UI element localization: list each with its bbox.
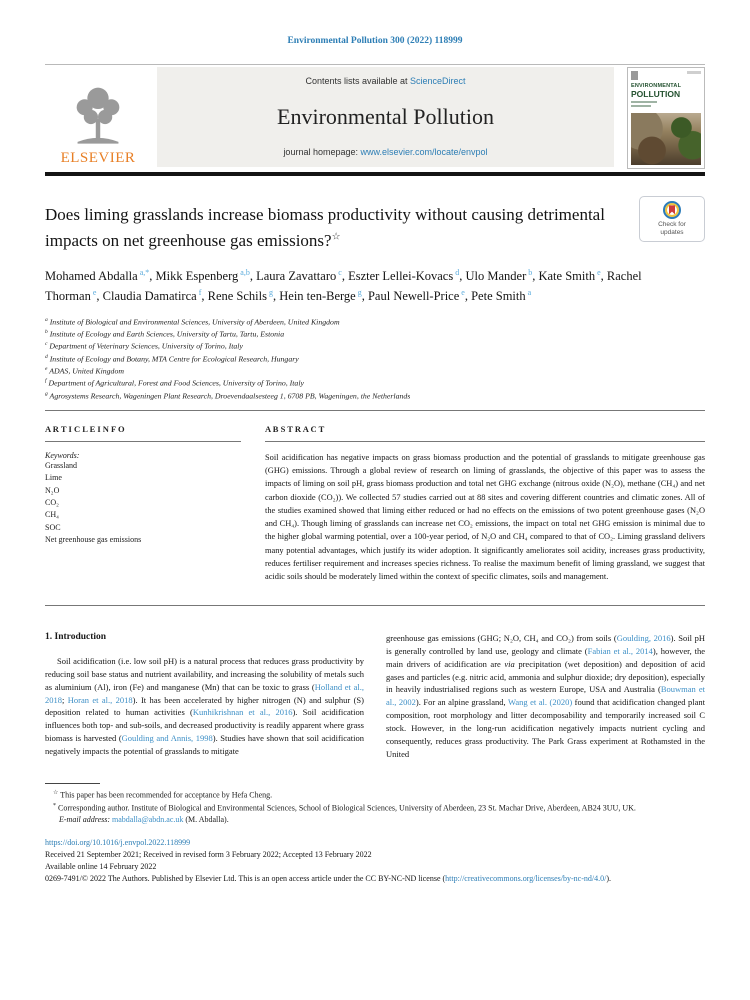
sciencedirect-link[interactable]: ScienceDirect: [410, 76, 466, 86]
text-segment: ). Studies have shown that soil acidification negatively impacts the potential of grasslands to mitigate: [45, 733, 364, 757]
email-link[interactable]: mabdalla@abdn.ac.uk: [112, 815, 184, 825]
received-dates: Received 21 September 2021; Received in revised form 3 February 2022; Accepted 13 February 2022: [45, 850, 372, 860]
author-name: Ulo Mander $^b$: [465, 268, 533, 284]
article-info-heading: A R T I C L E I N F O: [45, 424, 241, 442]
copyright-text: 0269-7491/© 2022 The Authors. Published by Elsevier Ltd. This is an open access article under the CC BY-NC-ND license (: [45, 874, 446, 884]
title-footnote-mark[interactable]: ☆: [331, 230, 341, 242]
article-footer: [45, 837, 705, 885]
footnote-corresponding-author: [45, 802, 705, 815]
keyword-item: Net greenhouse gas emissions: [45, 535, 142, 545]
doi-link[interactable]: https://doi.org/10.1016/j.envpol.2022.118999: [45, 838, 191, 848]
footnote-star-mark: ☆: [53, 789, 59, 796]
email-label: E-mail address:: [59, 815, 111, 825]
text-segment: ). Soil pH is generally controlled by land use, geology and climate (: [386, 632, 705, 656]
bookmark-icon: [669, 205, 675, 214]
citation-link[interactable]: Horan et al., 2018: [67, 694, 133, 705]
article-info-panel: [45, 424, 241, 589]
masthead-divider: [45, 172, 705, 176]
cover-editor-lines: [631, 101, 701, 108]
abstract-heading: A B S T R A C T: [265, 424, 705, 442]
author-affiliation-sup: b: [526, 268, 533, 277]
cover-mini-logo: [631, 71, 638, 80]
elsevier-wordmark: ELSEVIER: [60, 150, 136, 166]
copyright-line: [45, 873, 705, 885]
cover-title: [631, 84, 701, 99]
affiliation-line: $^b$ Institute of Ecology and Earth Sciences, University of Tartu, Tartu, Estonia: [45, 329, 285, 339]
author-affiliation-sup: c: [336, 268, 342, 277]
affiliation-line: $^g$ Agrosystems Research, Wageningen Plant Research, Droevendaalsesteeg 1, 6708 PB, Wageningen, the Netherlands: [45, 390, 411, 401]
intro-left-column: [45, 632, 364, 761]
author-name: Hein ten-Berge $^g$: [279, 287, 362, 304]
author-name: Laura Zavattaro $^c$: [256, 268, 342, 284]
citation-link[interactable]: Goulding and Annis, 1998: [121, 733, 213, 744]
text-segment: ), however, the main drivers of acidification are: [386, 645, 706, 669]
affiliation-line: $^d$ Institute of Ecology and Botany, MTA Centre for Ecological Research, Hungary: [45, 353, 299, 364]
journal-title: Environmental Pollution: [277, 103, 494, 129]
intro-right-column: [386, 632, 705, 761]
author-affiliation-sup: e: [595, 268, 601, 277]
check-updates-icon: [663, 201, 681, 219]
italic-text: via: [504, 658, 515, 669]
text-segment: precipitation (wet deposition) and deposition of acid gases and particles (e.g. nitric acid, ammonia and sulphur dioxide; dry deposition), especially in heavily industrialised regions such as western Europe, USA and Australia (: [386, 658, 705, 695]
keyword-item: SOC: [45, 522, 61, 532]
author-name: Eszter Lellei-Kovacs $^d$: [348, 268, 460, 284]
journal-cover-thumbnail: [627, 67, 705, 169]
email-suffix: (M. Abdalla).: [183, 815, 229, 825]
author-name: Pete Smith $^a$: [471, 287, 532, 304]
text-segment: ). Soil acidification influences both top- and sub-soils, and decreased productivity is readily apparent where grass biomass is harvested (: [45, 707, 365, 744]
affiliations: [45, 316, 705, 402]
cover-top-row: [631, 71, 701, 80]
citation-link[interactable]: Fabian et al., 2014: [587, 645, 653, 656]
check-for-updates-badge[interactable]: [639, 196, 705, 242]
elsevier-tree-icon: [65, 85, 131, 149]
cover-title-line2: POLLUTION: [631, 88, 681, 99]
contents-prefix: Contents lists available at: [305, 76, 411, 86]
text-segment: ). For an alpine grassland,: [415, 697, 508, 708]
check-updates-label: Check for updates: [658, 220, 686, 236]
cover-image: [631, 113, 701, 165]
contents-line: [305, 76, 465, 86]
authors-line: Mohamed Abdalla $^{a,*}$, Mikk Espenberg $^{a,b}$, Laura Zavattaro $^c$, Eszter Lellei-Kovacs $^d$, Ulo Mander $^b$, Kate Smith $^e$, Rachel Thorman $^e$, Claudia Damatirca $^f$, Rene Schils $^g$, Hein ten-Berge $^g$, Paul Newell-Price $^e$, Pete Smith $^a$: [45, 268, 642, 304]
keyword-item: N₂O: [45, 485, 60, 495]
title-section: [45, 202, 705, 253]
author-affiliation-sup: a: [525, 287, 532, 297]
cover-mini-text: [687, 71, 701, 74]
author-name: Mohamed Abdalla $^{a,*}$: [45, 268, 150, 284]
text-segment: ;: [62, 694, 68, 705]
text-segment: Soil acidification (i.e. low soil pH) is a natural process that reduces grass productivity by reducing soil base status and nutrient availability, and increasing the solubility of metals such as aluminium (Al), iron (Fe) and manganese (Mn) that can be toxic to grass (: [45, 655, 364, 692]
abstract-panel: [265, 424, 705, 589]
introduction-section: [45, 632, 705, 761]
masthead: [45, 64, 705, 169]
intro-paragraph-right: [386, 632, 705, 761]
author-affiliation-sup: a,b: [238, 268, 250, 277]
author-affiliation-sup: f: [196, 287, 202, 297]
footnote-asterisk-mark: *: [53, 802, 56, 809]
author-name: Rene Schils $^g$: [207, 287, 273, 304]
citation-link[interactable]: Holland et al., 2018: [45, 681, 364, 705]
homepage-prefix: journal homepage:: [283, 147, 361, 157]
keyword-item: Grassland: [45, 460, 77, 470]
intro-paragraph-left: [45, 655, 364, 758]
citation-link[interactable]: Bouwman et al., 2002: [386, 684, 706, 708]
article-title: [45, 202, 617, 253]
keyword-item: CH₄: [45, 510, 59, 520]
journal-banner: [157, 67, 614, 167]
author-name: Claudia Damatirca $^f$: [102, 287, 202, 304]
author-name: Kate Smith $^e$: [538, 268, 601, 284]
text-segment: found that acidification changed plant composition, root morphology and litter decomposability and temporarily increased soil C stock. However, in the long-run acidification negatively impacts nutrient cycling and consequently, reduces grass productivity. The Park Grass experiment at Rothamsted in the United: [386, 697, 705, 759]
introduction-heading: 1. Introduction: [45, 631, 107, 642]
footnote-corresponding-text: Corresponding author. Institute of Biological and Environmental Sciences, School of Biological Sciences, University of Aberdeen, 23 St. Machar Drive, Aberdeen, AB24 3UU, UK.: [56, 803, 636, 813]
citation-link[interactable]: Goulding, 2016: [616, 632, 671, 643]
article-title-text: Does liming grasslands increase biomass productivity without causing detrimental impacts on net greenhouse gas emissions?: [45, 205, 605, 250]
text-segment: ). It has been accelerated by higher nitrogen (N) and sulphur (S) deposition related to human activities (: [45, 694, 364, 718]
citation-link[interactable]: Wang et al. (2020): [508, 697, 573, 708]
affiliation-line: $^e$ ADAS, United Kingdom: [45, 365, 124, 376]
text-segment: greenhouse gas emissions (GHG; N₂O, CH₄ and CO₂) from soils (: [386, 632, 617, 643]
footnotes: [45, 789, 705, 826]
footnote-recommendation-text: This paper has been recommended for acceptance by Hefa Cheng.: [58, 790, 273, 800]
author-affiliation-sup: g: [267, 287, 273, 297]
keywords-list: [45, 460, 241, 547]
available-online: Available online 14 February 2022: [45, 862, 157, 872]
info-abstract-section: [45, 410, 705, 606]
author-affiliation-sup: e: [459, 287, 465, 297]
copyright-suffix: ).: [606, 874, 611, 884]
email-line: [59, 814, 705, 826]
footnote-divider: [45, 783, 100, 784]
affiliation-line: $^a$ Institute of Biological and Environmental Sciences, University of Aberdeen, United Kingdom: [45, 316, 340, 327]
journal-citation[interactable]: Environmental Pollution 300 (2022) 118999: [287, 36, 463, 46]
author-name: Mikk Espenberg $^{a,b}$: [155, 268, 250, 284]
homepage-line: [283, 147, 487, 157]
author-affiliation-sup: a,*: [137, 268, 150, 277]
author-affiliation-sup: d: [453, 268, 460, 277]
author-affiliation-sup: e: [90, 287, 97, 297]
author-name: Rachel Thorman $^e$: [45, 269, 642, 304]
abstract-text: Soil acidification has negative impacts on grass biomass production and the potential of grasslands to mitigate greenhouse gas (GHG) emissions. Through a global review of research on liming of grasslands, the objective of this paper was to assess the impacts of liming on soil pH, grass biomass production and total net GHG exchange (nitrous oxide (N₂O), methane (CH₄) and net carbon dioxide (CO₂)). We collected 57 studies carried out at 88 sites and covering different countries and climatic zones. All of the studies examined showed that liming either reduced or had no effects on the emissions of two potent greenhouse gases (N₂O and CH₄). Though liming of grasslands can increase net CO₂ emissions, the impact on total net GHG emission is minimal due to the higher global warming potential, over a 100-year period, of N₂O and CH₄ compared to that of CO₂. Liming grassland delivers many potential advantages, which justify its wider adoption. It significantly ameliorates soil acidity, increases grass productivity, reduces fertiliser requirement and increases species richness. To realise the maximum benefit of liming grassland, we suggest that acidic soils should be moderately limed within the context of specific climates, soils and management.: [265, 452, 705, 582]
keyword-item: Lime: [45, 473, 62, 483]
affiliation-line: $^c$ Department of Veterinary Sciences, University of Torino, Italy: [45, 341, 243, 351]
author-affiliation-sup: g: [355, 287, 362, 297]
cover-title-line1: ENVIRONMENTAL: [631, 83, 682, 89]
affiliation-line: $^f$ Department of Agricultural, Forest and Food Sciences, University of Torino, Italy: [45, 378, 304, 388]
author-name: Paul Newell-Price $^e$: [367, 287, 465, 304]
elsevier-logo: [45, 67, 157, 169]
footnote-recommendation: [45, 789, 705, 802]
homepage-link[interactable]: www.elsevier.com/locate/envpol: [360, 147, 488, 157]
keyword-item: CO₂: [45, 497, 59, 507]
citation-link[interactable]: Kunhikrishnan et al., 2016: [192, 707, 293, 718]
keywords-label: Keywords:: [45, 450, 80, 460]
license-link[interactable]: http://creativecommons.org/licenses/by-nc-nd/4.0/: [445, 874, 607, 884]
